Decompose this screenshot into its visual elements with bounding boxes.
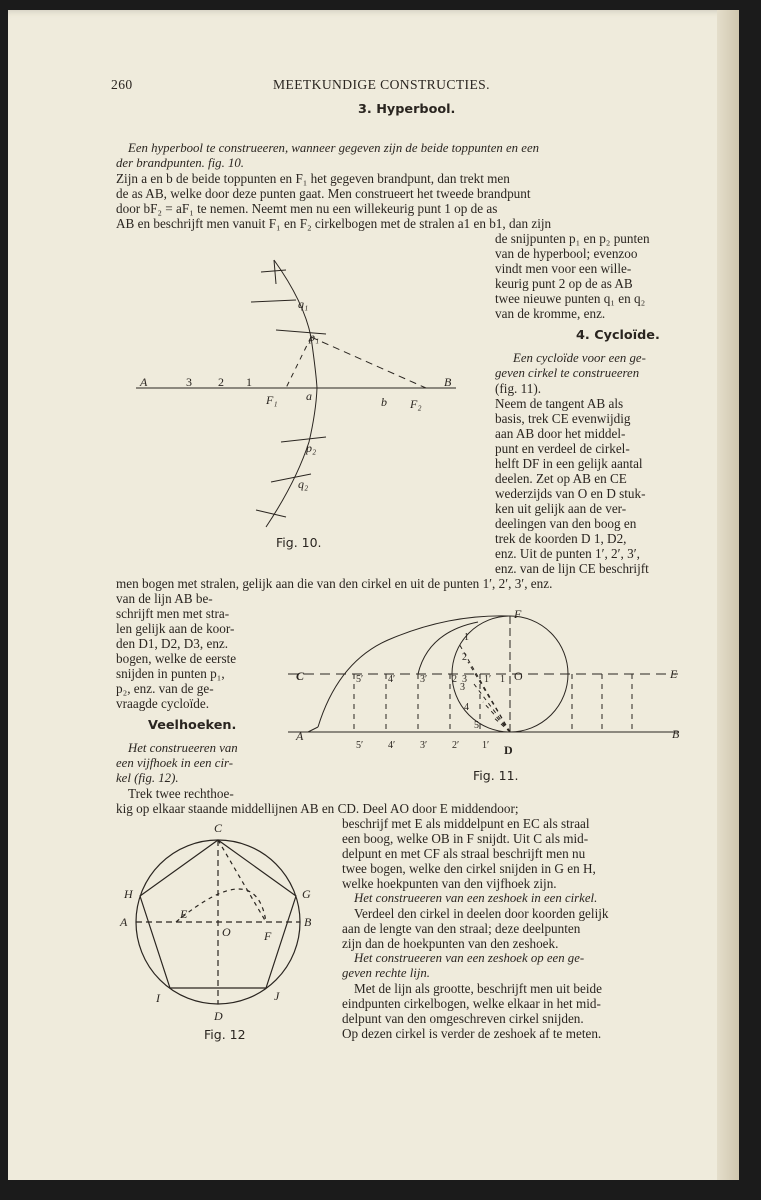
text-line: van de kromme, enz. [495, 306, 606, 321]
task-cycloide-line: geven cirkel te construeeren [495, 366, 640, 380]
text-line: de as AB, welke door deze punten gaat. Men construeert het tweede brandpunt [116, 186, 531, 201]
text-line: delpunt van den omgeschreven cirkel snijden. [342, 1011, 584, 1026]
fig12-label-G: G [302, 887, 311, 901]
task-veelhoek-line: Het construeeren van [128, 741, 238, 755]
fig10-label-1: 1 [246, 375, 252, 389]
fig10-label-F1: F₁ [266, 393, 278, 407]
text-line: p₂, enz. van de ge- [116, 681, 214, 696]
figure-11-cycloid [278, 602, 698, 762]
fig12-caption: Fig. 12 [204, 1027, 246, 1042]
fig11-top-label: 5′ [356, 674, 364, 685]
fig10-label-q2: q₂ [298, 477, 309, 491]
text-line: bogen, welke de eerste [116, 651, 237, 666]
text-line: enz. van de lijn CE beschrijft [495, 561, 649, 576]
text-line: vindt men voor een wille- [495, 261, 632, 276]
task-veelhoek-line: een vijfhoek in een cir- [116, 756, 233, 770]
text-line: ken uit gelijk aan de ver- [495, 501, 627, 516]
text-line: men bogen met stralen, gelijk aan die van den cirkel en uit de punten 1′, 2′, 3′, enz. [116, 576, 553, 591]
fig11-label-B: B [672, 727, 680, 741]
construction-arc [418, 622, 478, 674]
arc-ec [176, 889, 266, 922]
text-line: zijn dan de hoekpunten van den zeshoek. [342, 936, 559, 951]
heading-veelhoeken: Veelhoeken. [148, 718, 237, 733]
text-line: delpunt en met CF als straal beschrijft men nu [342, 846, 586, 861]
fig11-label-D: D [504, 743, 513, 757]
fig11-inner-label: 1 [464, 632, 469, 643]
heading-cycloide: 4. Cycloïde. [576, 328, 660, 343]
text-line: aan de lengte van den straal; deze deelpunten [342, 921, 581, 936]
fig11-inner-label: 2 [462, 652, 467, 663]
text-line: schrijft men met stra- [116, 606, 230, 621]
text-line: van de hyperbool; evenzoo [495, 246, 638, 261]
text-line: Trek twee rechthoe- [128, 786, 234, 801]
text-line: punt en verdeel de cirkel- [495, 441, 630, 456]
fig11-inner-label: 5 [474, 720, 479, 731]
fig10-label-b: b [381, 395, 387, 409]
text-line: keurig punt 2 op de as AB [495, 276, 633, 291]
fig11-top-label: 3 [462, 674, 467, 685]
text-line: eindpunten cirkelbogen, welke elkaar in het mid- [342, 996, 601, 1011]
fig11-bottom-label: 5′ [356, 740, 364, 751]
fig12-label-I: I [156, 991, 160, 1005]
curve-start [308, 727, 318, 732]
fig11-label-A: A [296, 729, 304, 743]
fig12-label-A: A [120, 915, 128, 929]
fig11-top-label: 4′ [388, 674, 396, 685]
task-hyperbool-line: Een hyperbool te construeeren, wanneer gegeven zijn de beide toppunten en een [128, 141, 540, 155]
fig11-label-F: F [514, 607, 522, 621]
fig11-bottom-label: 4′ [388, 740, 396, 751]
text-line: kig op elkaar staande middellijnen AB en CD. Deel AO door E middendoor; [116, 801, 519, 816]
fig11-bottom-label: 1′ [482, 740, 490, 751]
radius-cf [218, 840, 266, 922]
text-line: vraagde cycloïde. [116, 696, 209, 711]
fig12-label-C: C [214, 821, 223, 835]
task-veelhoek-line: kel (fig. 12). [116, 771, 179, 785]
running-title: MEETKUNDIGE CONSTRUCTIES. [273, 77, 490, 92]
page-edge [717, 10, 739, 1190]
fig10-label-B: B [444, 375, 452, 389]
arc-mark [274, 260, 276, 284]
arc-mark [281, 437, 326, 442]
fig10-label-a: a [306, 389, 312, 403]
text-line: Zijn a en b de beide toppunten en F₁ het gegeven brandpunt, dan trekt men [116, 171, 510, 186]
text-line: snijden in punten p₁, [116, 666, 225, 681]
arc-mark [256, 510, 286, 517]
fig11-top-label: 2 [452, 674, 457, 685]
fig10-label-3: 3 [186, 375, 192, 389]
fig12-label-F: F [264, 929, 272, 943]
heading-hyperbool: 3. Hyperbool. [358, 102, 456, 117]
text-line: deelen. Zet op AB en CE [495, 471, 627, 486]
fig10-caption: Fig. 10. [276, 535, 322, 550]
arc-mark [251, 300, 296, 302]
fig10-label-p1: p₁ [309, 330, 320, 344]
fig11-top-label: 3′ [420, 674, 428, 685]
dashed-radius [311, 337, 426, 388]
text-line: enz. Uit de punten 1′, 2′, 3′, [495, 546, 640, 561]
text-line: een boog, welke OB in F snijdt. Uit C als mid- [342, 831, 589, 846]
text-line: trek de koorden D 1, D2, [495, 531, 627, 546]
fig10-label-A: A [140, 375, 148, 389]
fig11-label-E: E [670, 667, 678, 681]
task-zeshoek-cirkel: Het construeeren van een zeshoek in een cirkel. [354, 891, 598, 905]
text-line: twee nieuwe punten q₁ en q₂ [495, 291, 646, 306]
figure-12-pentagon [116, 816, 332, 1032]
cycloid-curve [318, 616, 510, 727]
text-line: den D1, D2, D3, enz. [116, 636, 229, 651]
fig11-inner-label: 4 [464, 702, 469, 713]
text-line: Met de lijn als grootte, beschrijft men uit beide [354, 981, 602, 996]
fig12-label-O: O [222, 925, 231, 939]
task-zeshoek-lijn: Het construeeren van een zeshoek op een ge- [354, 951, 585, 965]
text-line: twee bogen, welke den cirkel snijden in G en H, [342, 861, 596, 876]
fig12-label-B: B [304, 915, 312, 929]
fig11-inner-label: 3 [460, 682, 465, 693]
fig12-label-H: H [124, 887, 133, 901]
task-cycloide-line: (fig. 11). [495, 381, 542, 396]
fig12-label-D: D [214, 1009, 223, 1023]
fig11-bottom-label: 3′ [420, 740, 428, 751]
text-line: deelingen van den boog en [495, 516, 637, 531]
text-line: welke hoekpunten van den vijfhoek zijn. [342, 876, 557, 891]
hyperbola-branch-upper [274, 260, 320, 388]
fig11-label-O: O [514, 669, 523, 683]
text-line: Neem de tangent AB als [495, 396, 624, 411]
text-line: Verdeel den cirkel in deelen door koorden gelijk [354, 906, 609, 921]
fig11-bottom-label: 2′ [452, 740, 460, 751]
figure-10-hyperbola [126, 242, 476, 542]
book-page [8, 10, 739, 1190]
text-line: Op dezen cirkel is verder de zeshoek af te meten. [342, 1026, 602, 1041]
fig10-label-F2: F₂ [410, 397, 422, 411]
fig12-label-E: E [180, 907, 188, 921]
text-line: helft DF in een gelijk aantal [495, 456, 643, 471]
fig11-caption: Fig. 11. [473, 768, 519, 783]
text-line: aan AB door het middel- [495, 426, 626, 441]
task-hyperbool-line: der brandpunten. fig. 10. [116, 156, 244, 170]
fig10-label-2: 2 [218, 375, 224, 389]
text-line: van de lijn AB be- [116, 591, 213, 606]
fig11-top-label: 1′ [484, 674, 492, 685]
text-line: door bF₂ = aF₁ te nemen. Neemt men nu een willekeurig punt 1 op de as [116, 201, 498, 216]
fig11-label-C: C [296, 669, 305, 683]
scan-bottom-border [8, 1180, 739, 1190]
page-number: 260 [111, 77, 133, 92]
hyperbola-branch-lower [266, 388, 317, 527]
fig10-label-p2: p₂ [306, 441, 317, 455]
fig11-top-label: 1 [500, 674, 505, 685]
dashed-radius [286, 337, 311, 388]
text-line: AB en beschrijft men vanuit F₁ en F₂ cirkelbogen met de stralen a1 en b1, dan zijn [116, 216, 552, 231]
text-line: wederzijds van O en D stuk- [495, 486, 646, 501]
text-line: len gelijk aan de koor- [116, 621, 235, 636]
fig12-label-J: J [274, 989, 280, 1003]
task-cycloide-line: Een cycloïde voor een ge- [513, 351, 646, 365]
text-line: beschrijf met E als middelpunt en EC als straal [342, 816, 590, 831]
fig10-label-q1: q₁ [298, 297, 309, 311]
task-zeshoek-lijn: geven rechte lijn. [342, 966, 430, 980]
text-line: basis, trek CE evenwijdig [495, 411, 631, 426]
text-line: de snijpunten p₁ en p₂ punten [495, 231, 650, 246]
